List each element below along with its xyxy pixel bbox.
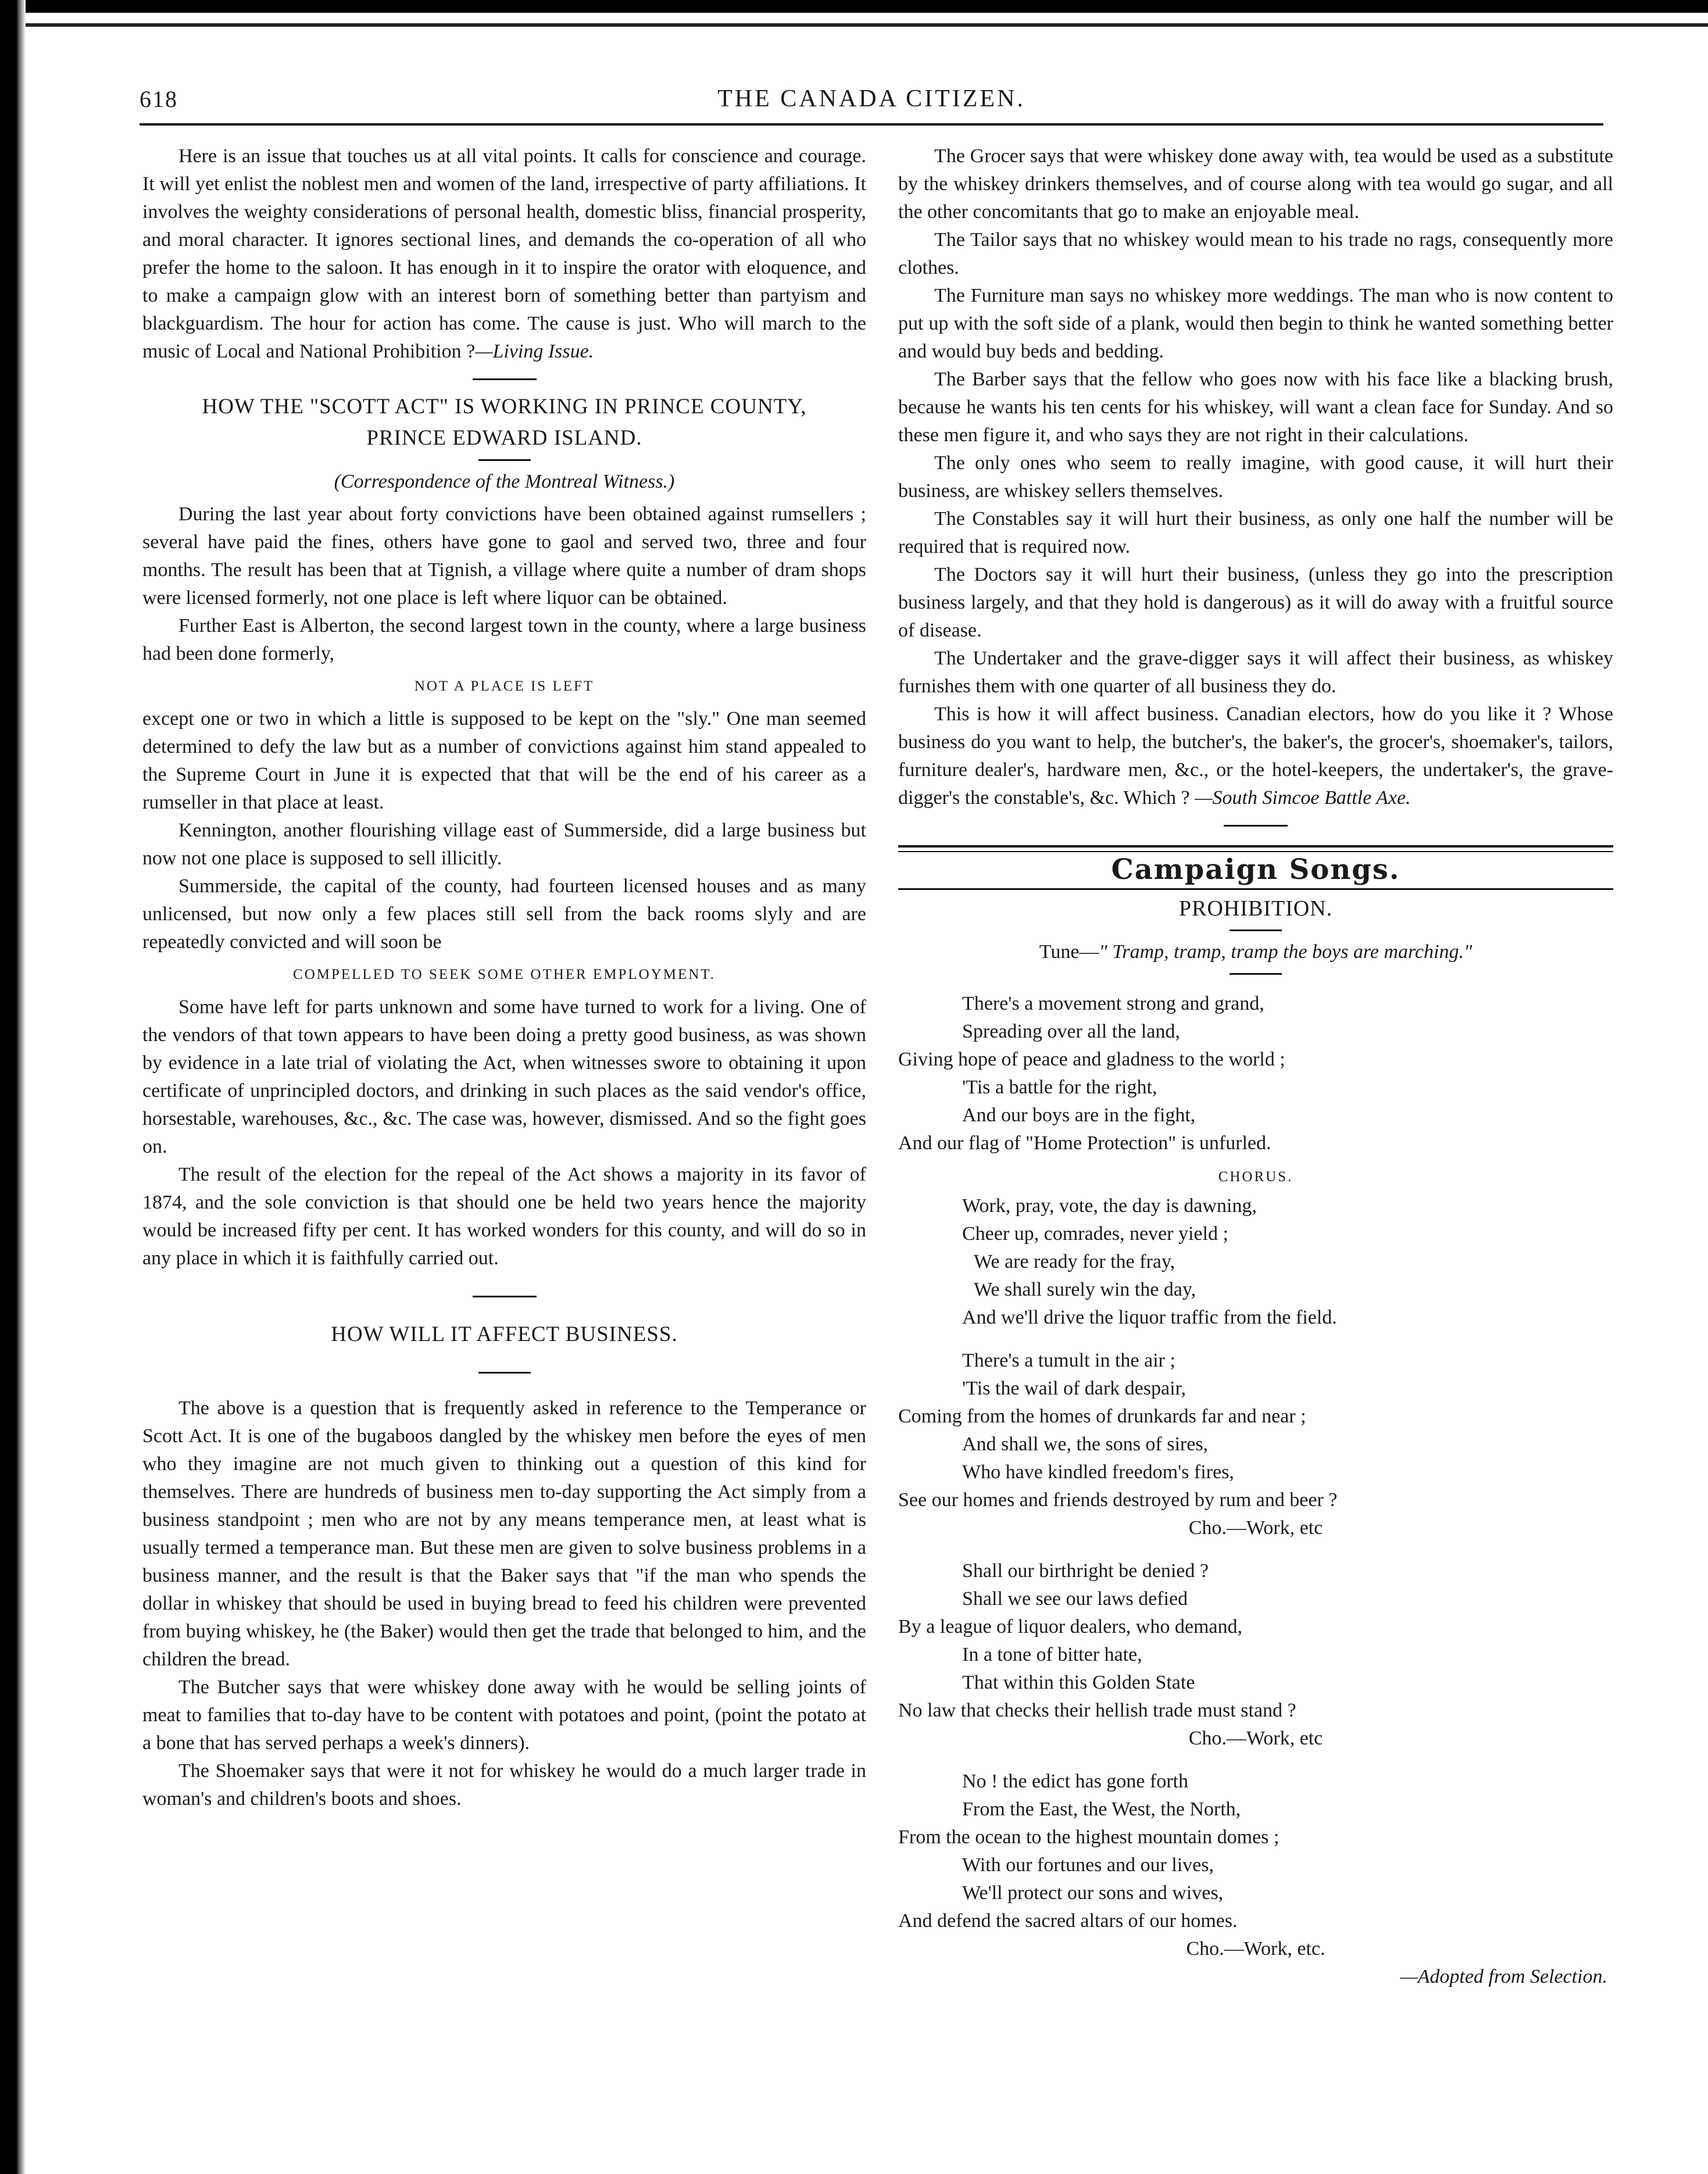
business-paragraph: The Furniture man says no whiskey more weddings. The man who is now content to put up with the soft side of a plank, would then begin to think he wanted something better and would buy beds and bedding. bbox=[898, 285, 1613, 362]
page-number: 618 bbox=[140, 85, 178, 112]
scott-paragraph: Further East is Alberton, the second largest town in the county, where a large business had been done formerly, bbox=[142, 615, 866, 664]
business-paragraph: The Barber says that the fellow who goes now with his face like a blacking brush, because he wants his ten cents for his whiskey, will want a clean face for Sunday. And so these men figure it, and who says they are not right in their calculations. bbox=[898, 369, 1613, 446]
song-tune bbox=[898, 938, 1613, 966]
scott-paragraph: Summerside, the capital of the county, had fourteen licensed houses and as many unlicensed, but now only a few places still sell from the back rooms slyly and are repeatedly convicted and will soon be bbox=[142, 875, 866, 953]
scott-caps-heading: COMPELLED TO SEEK SOME OTHER EMPLOYMENT. bbox=[293, 967, 716, 982]
newspaper-title: THE CANADA CITIZEN. bbox=[717, 85, 1025, 112]
scott-act-headline-1: HOW THE "SCOTT ACT" IS WORKING IN PRINCE COUNTY, bbox=[202, 395, 807, 419]
verse-line: Coming from the homes of drunkards far and near ; bbox=[898, 1406, 1306, 1427]
business-headline: HOW WILL IT AFFECT BUSINESS. bbox=[331, 1322, 678, 1346]
business-source: —South Simcoe Battle Axe. bbox=[1195, 787, 1411, 809]
page-header bbox=[140, 76, 1603, 122]
verse-line: Spreading over all the land, bbox=[962, 1021, 1180, 1042]
tune-label: Tune— bbox=[1039, 941, 1099, 963]
verse-4 bbox=[898, 1768, 1613, 1935]
verse-1 bbox=[898, 990, 1613, 1157]
business-paragraph: The only ones who seem to really imagine, with good cause, it will hurt their business, are whiskey sellers themselves. bbox=[898, 452, 1613, 502]
intro-source: —Living Issue. bbox=[475, 341, 594, 362]
verse-line: And our flag of "Home Protection" is unfurled. bbox=[898, 1132, 1271, 1154]
verse-line: And our boys are in the fight, bbox=[962, 1104, 1196, 1126]
scan-border-left bbox=[0, 0, 26, 2174]
verse-line: In a tone of bitter hate, bbox=[962, 1644, 1142, 1665]
chorus-reference: Cho.—Work, etc bbox=[1188, 1517, 1323, 1539]
business-closing-text: This is how it will affect business. Canadian electors, how do you like it ? Whose business do you want to help, the butcher's, the baker's, the grocer's, shoemaker's, tailors, furniture dealer's, hardware men, &c., or the hotel-keepers, the undertaker's, the grave-digger's the constable's, &c. Which ? bbox=[898, 703, 1613, 809]
business-paragraph: The Shoemaker says that were it not for whiskey he would do a much larger trade in woman's and children's boots and shoes. bbox=[142, 1760, 866, 1810]
chorus-heading: CHORUS. bbox=[1218, 1169, 1293, 1185]
divider bbox=[1224, 825, 1288, 827]
intro-text: Here is an issue that touches us at all vital points. It calls for conscience and courage. It will yet enlist the noblest men and women of the land, irrespective of party affiliations. It involves the weighty considerations of personal health, domestic bliss, financial prosperity, and moral character. It ignores sectional lines, and demands the co-operation of all who prefer the home to the saloon. It has enough in it to inspire the orator with eloquence, and to make a campaign glow with an interest born of something better than partyism and blackguardism. The hour for action has come. The cause is just. Who will march to the music of Local and National Prohibition ? bbox=[142, 145, 866, 362]
right-column bbox=[898, 142, 1613, 1991]
chorus-line: We are ready for the fray, bbox=[974, 1251, 1175, 1272]
left-column bbox=[142, 142, 866, 1813]
chorus-line: Work, pray, vote, the day is dawning, bbox=[962, 1195, 1257, 1217]
chorus-line: We shall surely win the day, bbox=[974, 1279, 1196, 1300]
chorus-line: And we'll drive the liquor traffic from the field. bbox=[962, 1307, 1337, 1328]
business-paragraph: The Grocer says that were whiskey done away with, tea would be used as a substitute by the whiskey drinkers themselves, and of course along with tea would go sugar, and all the other concomitants that go to make an enjoyable meal. bbox=[898, 145, 1613, 223]
tune-text: " Tramp, tramp, tramp the boys are marching." bbox=[1099, 941, 1473, 963]
divider bbox=[473, 1296, 537, 1297]
header-rule bbox=[140, 123, 1603, 126]
scott-act-headline-2: PRINCE EDWARD ISLAND. bbox=[366, 426, 642, 450]
business-paragraph bbox=[898, 700, 1613, 812]
scott-paragraph: During the last year about forty convictions have been obtained against rumsellers ; several have paid the fines, others have gone to gaol and served two, three and four months. The result has been that at Tignish, a village where quite a number of dram shops were licensed formerly, not one place is left where liquor can be obtained. bbox=[142, 503, 866, 609]
verse-line: And defend the sacred altars of our homes. bbox=[898, 1910, 1238, 1932]
song-title: PROHIBITION. bbox=[1178, 896, 1333, 921]
chorus-reference: Cho.—Work, etc. bbox=[1186, 1938, 1325, 1960]
verse-line: There's a movement strong and grand, bbox=[962, 993, 1264, 1014]
verse-line: By a league of liquor dealers, who demand, bbox=[898, 1616, 1242, 1637]
verse-line: From the East, the West, the North, bbox=[962, 1798, 1241, 1820]
verse-line: That within this Golden State bbox=[962, 1672, 1195, 1693]
verse-line: Who have kindled freedom's fires, bbox=[962, 1461, 1234, 1483]
scott-paragraph: except one or two in which a little is supposed to be kept on the "sly." One man seemed determined to defy the law but as a number of convictions against him stand appealed to the Supreme Court in June it is expected that that will be the end of his career as a rumseller in that place at least. bbox=[142, 708, 866, 813]
songs-rule bbox=[898, 888, 1613, 890]
scott-paragraph: Kennington, another flourishing village east of Summerside, did a large business but now not one place is supposed to sell illicitly. bbox=[142, 820, 866, 869]
business-paragraph: The Butcher says that were whiskey done away with he would be selling joints of meat to families that to-day have to be content with potatoes and point, (point the potato at a bone that has served perhaps a week's dinners). bbox=[142, 1676, 866, 1754]
business-paragraph: The above is a question that is frequently asked in reference to the Temperance or Scott Act. It is one of the bugaboos dangled by the whiskey men before the eyes of men who they imagine are not much given to thinking out a question of this kind for themselves. There are hundreds of business men to-day supporting the Act simply from a business standpoint ; men who are not by any means temperance men, at least what is usually termed a temperance man. But these men are given to solve business problems in a business manner, and the result is that the Baker says that "if the man who spends the dollar in whiskey that should be used in buying bread to feed his children were prevented from buying whiskey, he (the Baker) would then get the trade that belonged to him, and the children the bread. bbox=[142, 1397, 866, 1670]
songs-rule bbox=[898, 845, 1613, 852]
chorus-line: Cheer up, comrades, never yield ; bbox=[962, 1223, 1228, 1245]
verse-line: 'Tis the wail of dark despair, bbox=[962, 1378, 1187, 1399]
song-credit: —Adopted from Selection. bbox=[1400, 1966, 1607, 1987]
business-paragraph: The Constables say it will hurt their business, as only one half the number will be required that is required now. bbox=[898, 508, 1613, 557]
verse-line: No ! the edict has gone forth bbox=[962, 1771, 1188, 1792]
campaign-songs-title: Campaign Songs. bbox=[1111, 853, 1400, 886]
verse-3 bbox=[898, 1557, 1613, 1725]
scott-paragraph: Some have left for parts unknown and some have turned to work for a living. One of the vendors of that town appears to have been doing a pretty good business, as was shown by evidence in a late trial of violating the Act, when witnesses swore to obtaining it upon certificate of unprincipled doctors, and drinking in such places as the said vendor's office, horsestable, warehouses, &c., &c. The case was, however, dismissed. And so the fight goes on. bbox=[142, 996, 866, 1157]
business-paragraph: The Tailor says that no whiskey would mean to his trade no rags, consequently more clothes. bbox=[898, 229, 1613, 278]
verse-line: We'll protect our sons and wives, bbox=[962, 1882, 1224, 1904]
divider bbox=[478, 459, 531, 461]
intro-paragraph bbox=[142, 142, 866, 366]
scott-caps-heading: NOT A PLACE IS LEFT bbox=[414, 678, 595, 694]
verse-line: See our homes and friends destroyed by rum and beer ? bbox=[898, 1489, 1338, 1511]
scan-border-top bbox=[0, 0, 1708, 41]
verse-line: 'Tis a battle for the right, bbox=[962, 1077, 1157, 1098]
divider bbox=[1230, 973, 1282, 975]
verse-line: With our fortunes and our lives, bbox=[962, 1854, 1214, 1876]
verse-line: Shall we see our laws defied bbox=[962, 1588, 1188, 1610]
divider bbox=[1230, 929, 1282, 931]
verse-2 bbox=[898, 1347, 1613, 1514]
scott-paragraph: The result of the election for the repeal of the Act shows a majority in its favor of 1874, and the sole conviction is that should one be held two years hence the majority would be increased fifty per cent. It has worked wonders for this county, and will do so in any place in which it is faithfully carried out. bbox=[142, 1164, 866, 1269]
verse-line: Shall our birthright be denied ? bbox=[962, 1560, 1209, 1582]
scott-act-subhead: (Correspondence of the Montreal Witness.) bbox=[334, 471, 675, 492]
chorus bbox=[898, 1192, 1613, 1332]
chorus-reference: Cho.—Work, etc bbox=[1188, 1728, 1323, 1749]
verse-line: No law that checks their hellish trade must stand ? bbox=[898, 1700, 1296, 1721]
verse-line: From the ocean to the highest mountain domes ; bbox=[898, 1826, 1280, 1848]
divider bbox=[478, 1372, 531, 1374]
divider bbox=[473, 378, 537, 380]
verse-line: There's a tumult in the air ; bbox=[962, 1350, 1175, 1371]
business-paragraph: The Doctors say it will hurt their business, (unless they go into the prescription business largely, and that they hold is dangerous) as it will do away with a fruitful source of disease. bbox=[898, 564, 1613, 641]
verse-line: Giving hope of peace and gladness to the world ; bbox=[898, 1049, 1285, 1070]
verse-line: And shall we, the sons of sires, bbox=[962, 1433, 1209, 1455]
business-paragraph: The Undertaker and the grave-digger says it will affect their business, as whiskey furnishes them with one quarter of all business they do. bbox=[898, 648, 1613, 697]
